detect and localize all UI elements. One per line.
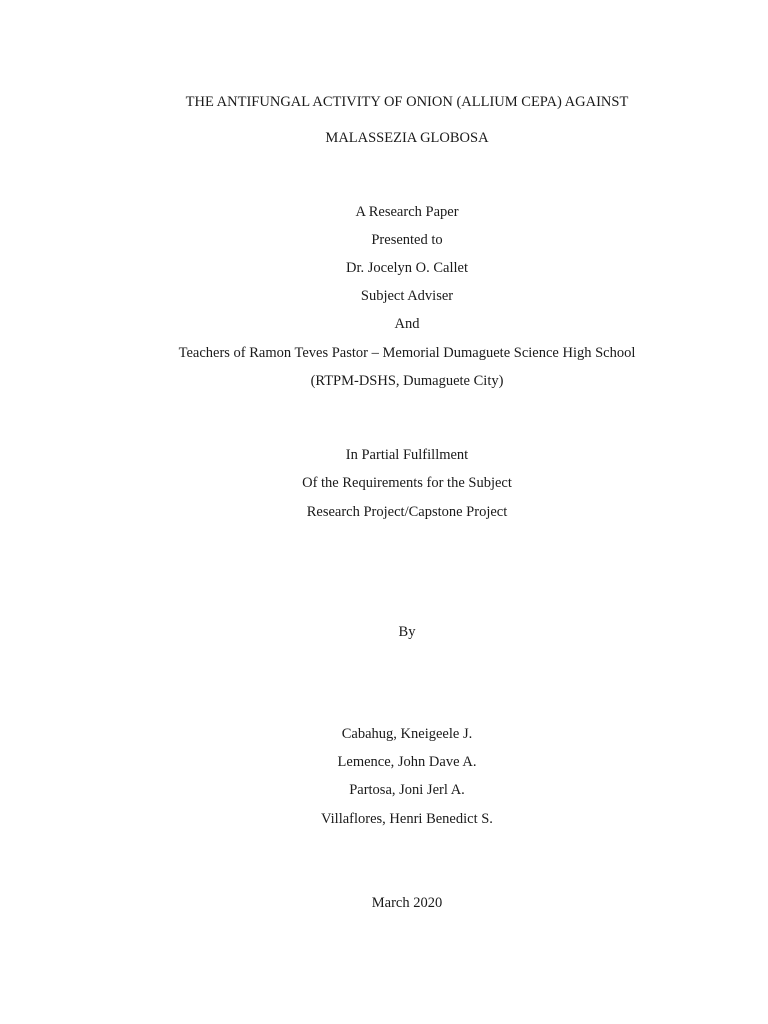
presentation-line-1: A Research Paper bbox=[355, 204, 459, 220]
title-line-1: THE ANTIFUNGAL ACTIVITY OF ONION (ALLIUM CEPA) AGAINST bbox=[185, 94, 629, 110]
school-name: Teachers of Ramon Teves Pastor – Memorial Dumaguete Science High School bbox=[178, 345, 636, 361]
author-4: Villaflores, Henri Benedict S. bbox=[321, 811, 493, 827]
fulfillment-line-2: Of the Requirements for the Subject bbox=[302, 475, 512, 491]
presentation-line-5: And bbox=[394, 316, 420, 332]
school-abbreviation: (RTPM-DSHS, Dumaguete City) bbox=[310, 373, 504, 389]
author-1: Cabahug, Kneigeele J. bbox=[341, 726, 473, 742]
presentation-line-2: Presented to bbox=[371, 232, 443, 248]
adviser-role: Subject Adviser bbox=[360, 288, 454, 304]
author-3: Partosa, Joni Jerl A. bbox=[349, 782, 465, 798]
author-2: Lemence, John Dave A. bbox=[337, 754, 477, 770]
title-line-2: MALASSEZIA GLOBOSA bbox=[325, 130, 489, 146]
by-label: By bbox=[398, 624, 416, 640]
fulfillment-line-3: Research Project/Capstone Project bbox=[306, 504, 508, 520]
submission-date: March 2020 bbox=[371, 895, 443, 911]
adviser-name: Dr. Jocelyn O. Callet bbox=[345, 260, 469, 276]
fulfillment-line-1: In Partial Fulfillment bbox=[345, 447, 469, 463]
